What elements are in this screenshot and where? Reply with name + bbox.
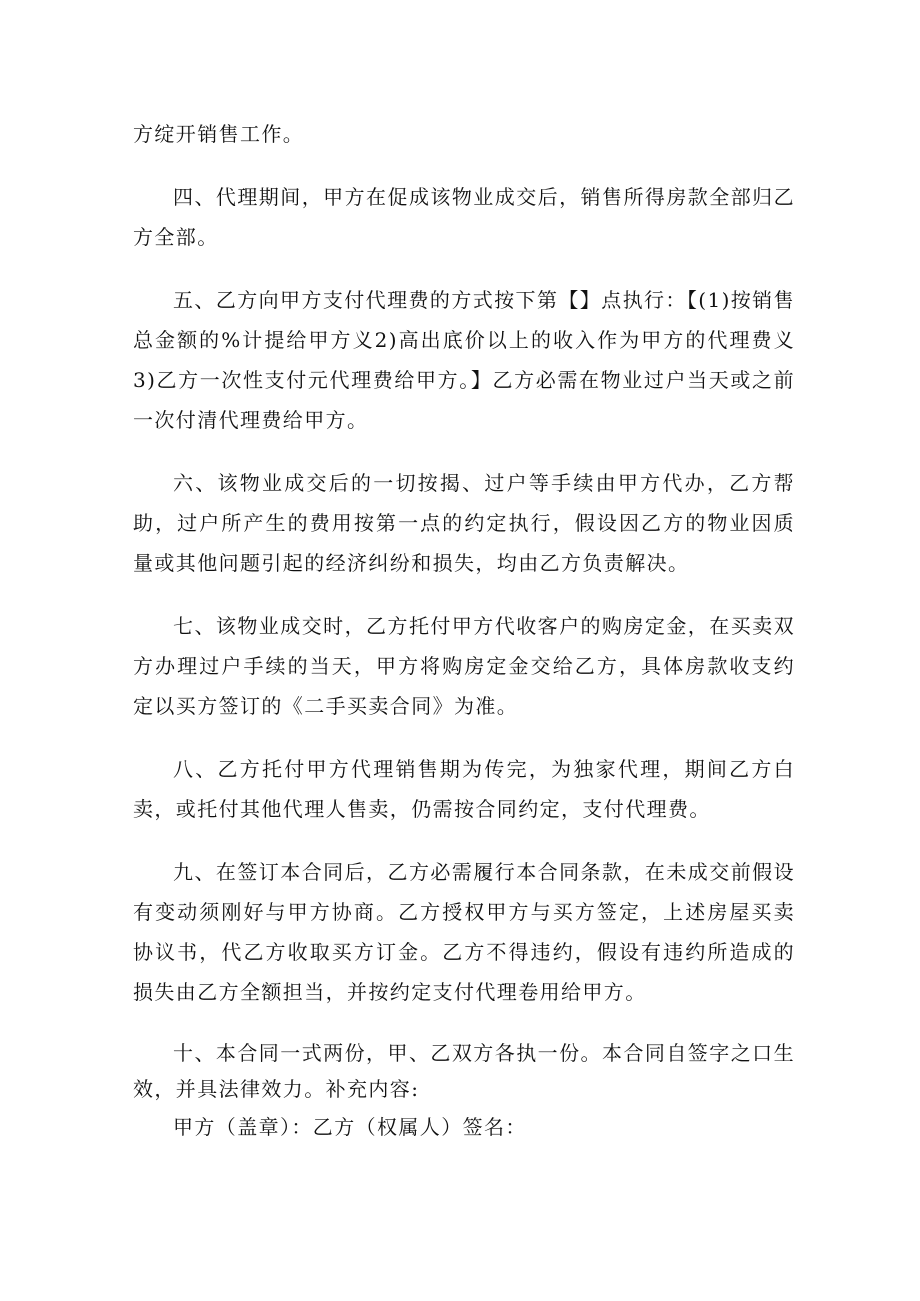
paragraph-continuation: 方绽开销售工作。: [133, 122, 305, 146]
clause-8: 八、乙方托付甲方代理销售期为传完，为独家代理，期间乙方白卖，或托付其他代理人售卖，仍需按合同约定，支付代理费。: [133, 757, 795, 821]
clause-4: 四、代理期间，甲方在促成该物业成交后，销售所得房款全部归乙方全部。: [133, 185, 795, 249]
clause-6: 六、该物业成交后的一切按揭、过户等手续由甲方代办，乙方帮助，过户所产生的费用按第一点的约定执行，假设因乙方的物业因质量或其他问题引起的经济纠纷和损失，均由乙方负责解决。: [133, 471, 795, 575]
clause-5: 五、乙方向甲方支付代理费的方式按下第【】点执行：【(1)按销售总金额的%计提给甲方义2)高出底价以上的收入作为甲方的代理费义3)乙方一次性支付元代理费给甲方。】乙方必需在物业过户当天或之前一次付清代理费给甲方。: [133, 288, 795, 432]
clause-7: 七、该物业成交时，乙方托付甲方代收客户的购房定金，在买卖双方办理过户手续的当天，甲方将购房定金交给乙方，具体房款收支约定以买方签订的《二手买卖合同》为准。: [133, 614, 795, 718]
clause-10: 十、本合同一式两份，甲、乙双方各执一份。本合同自签字之口生效，并具法律效力。补充内容:: [133, 1041, 795, 1101]
contract-body: [133, 114, 795, 1147]
clause-9: 九、在签订本合同后，乙方必需履行本合同条款，在未成交前假设有变动须刚好与甲方协商。乙方授权甲方与买方签定，上述房屋买卖协议书，代乙方收取买方订金。乙方不得违约，假设有违约所造成的损失由乙方全额担当，并按约定支付代理卷用给甲方。: [133, 860, 795, 1004]
signature-line: 甲方（盖章）：乙方（权属人）签名：: [173, 1115, 527, 1139]
